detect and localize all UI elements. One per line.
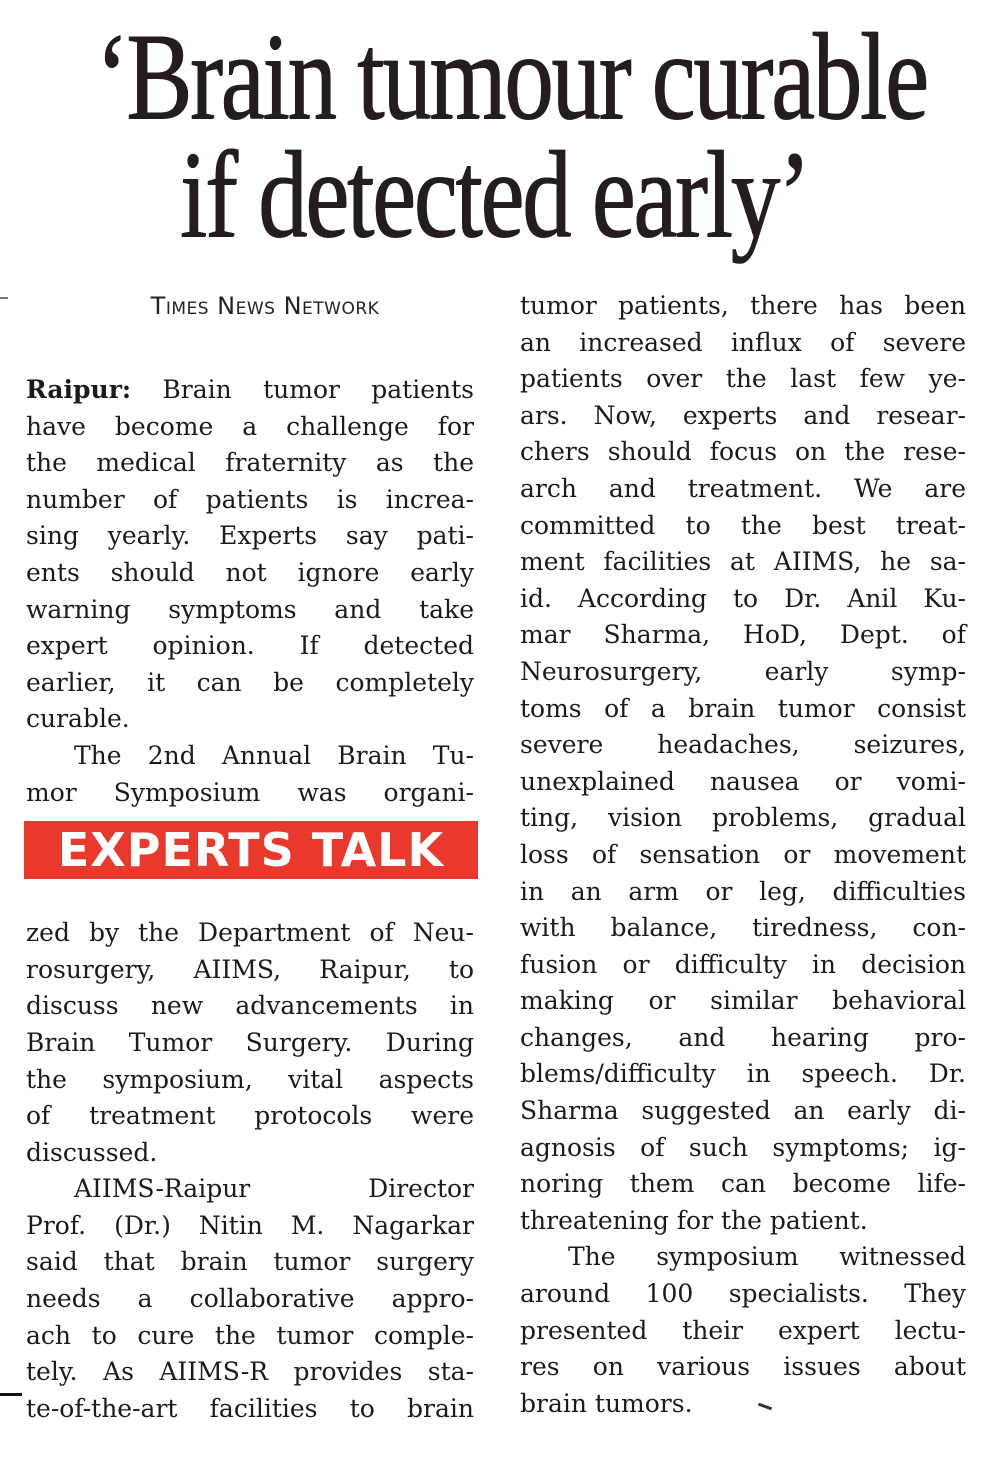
body-line: te-of-the-art facilities to brain xyxy=(26,1393,474,1423)
spacer xyxy=(26,324,474,372)
body-line: noring them can become life- xyxy=(520,1169,966,1199)
body-line: loss of sensation or movement xyxy=(520,839,966,869)
dateline: Raipur: xyxy=(26,375,132,404)
body-line: have become a challenge for xyxy=(26,411,474,441)
body-line: blems/difficulty in speech. Dr. xyxy=(520,1059,966,1089)
body-line: committed to the best treat- xyxy=(520,510,966,540)
body-line: Brain Tumor Surgery. During xyxy=(26,1027,474,1057)
body-line: said that brain tumor surgery xyxy=(26,1247,474,1277)
crop-edge-mark xyxy=(0,1393,22,1396)
body-line: changes, and hearing pro- xyxy=(520,1022,966,1052)
body-line: ment facilities at AIIMS, he sa- xyxy=(520,547,966,577)
body-line: expert opinion. If detected xyxy=(26,631,474,661)
body-line: warning symptoms and take xyxy=(26,594,474,624)
headline-line-2: if detected early’ xyxy=(179,126,809,263)
body-line: unexplained nausea or vomi- xyxy=(520,766,966,796)
body-line: id. According to Dr. Anil Ku- xyxy=(520,583,966,613)
body-line: severe headaches, seizures, xyxy=(520,730,966,760)
body-line: threatening for the patient. xyxy=(520,1205,868,1235)
section-banner-experts-talk: EXPERTS TALK xyxy=(24,821,478,879)
body-line: with balance, tiredness, con- xyxy=(520,913,966,943)
body-line: in an arm or leg, difficulties xyxy=(520,876,966,906)
body-line: the symposium, vital aspects xyxy=(26,1064,474,1094)
body-line: fusion or difficulty in decision xyxy=(520,949,966,979)
body-line xyxy=(26,372,474,409)
body-line: rosurgery, AIIMS, Raipur, to xyxy=(26,954,474,984)
body-line: discuss new advancements in xyxy=(26,991,474,1021)
body-line: curable. xyxy=(26,704,130,734)
body-line: patients over the last few ye- xyxy=(520,364,966,394)
crop-tick-mark xyxy=(0,297,8,299)
body-line: zed by the Department of Neu- xyxy=(26,918,474,948)
body-line: of treatment protocols were xyxy=(26,1101,474,1131)
body-line: Neurosurgery, early symp- xyxy=(520,656,966,686)
body-line: mar Sharma, HoD, Dept. of xyxy=(520,620,966,650)
body-line: chers should focus on the rese- xyxy=(520,437,966,467)
body-line: agnosis of such symptoms; ig- xyxy=(520,1132,966,1162)
body-line: tely. As AIIMS-R provides sta- xyxy=(26,1357,474,1387)
body-line: Sharma suggested an early di- xyxy=(520,1096,966,1126)
body-line: The 2nd Annual Brain Tu- xyxy=(74,740,474,770)
body-line: sing yearly. Experts say pati- xyxy=(26,521,474,551)
body-line: ars. Now, experts and resear- xyxy=(520,400,966,430)
headline xyxy=(0,8,1008,263)
body-line: res on various issues about xyxy=(520,1352,966,1382)
body-line: ach to cure the tumor comple- xyxy=(26,1320,474,1350)
body-line: tumor patients, there has been xyxy=(520,291,966,320)
body-line: earlier, it can be completely xyxy=(26,667,474,697)
body-line: toms of a brain tumor consist xyxy=(520,693,966,723)
body-line: arch and treatment. We are xyxy=(520,473,966,503)
body-line: the medical fraternity as the xyxy=(26,448,474,478)
body-line: mor Symposium was organi- xyxy=(26,777,474,807)
body-line: AIIMS-Raipur Director xyxy=(74,1174,474,1204)
body-line: around 100 specialists. They xyxy=(520,1279,966,1309)
body-line: Prof. (Dr.) Nitin M. Nagarkar xyxy=(26,1210,474,1240)
body-line: number of patients is increa- xyxy=(26,484,474,514)
byline: Times News Network xyxy=(150,292,380,320)
spacer xyxy=(26,879,474,915)
body-text: Brain tumor patients xyxy=(131,375,474,404)
body-line: brain tumors. xyxy=(520,1388,693,1418)
body-line: an increased influx of severe xyxy=(520,327,966,357)
body-line: needs a collaborative appro- xyxy=(26,1284,474,1314)
headline-line-1: ‘Brain tumour curable xyxy=(95,8,927,145)
right-column xyxy=(520,288,966,1422)
body-line: discussed. xyxy=(26,1137,158,1167)
body-line: The symposium witnessed xyxy=(568,1242,966,1272)
body-line: ting, vision problems, gradual xyxy=(520,803,966,833)
body-line: making or similar behavioral xyxy=(520,986,966,1016)
left-column xyxy=(26,288,474,1427)
body-line: presented their expert lectu- xyxy=(520,1315,966,1345)
body-line: ents should not ignore early xyxy=(26,557,474,587)
